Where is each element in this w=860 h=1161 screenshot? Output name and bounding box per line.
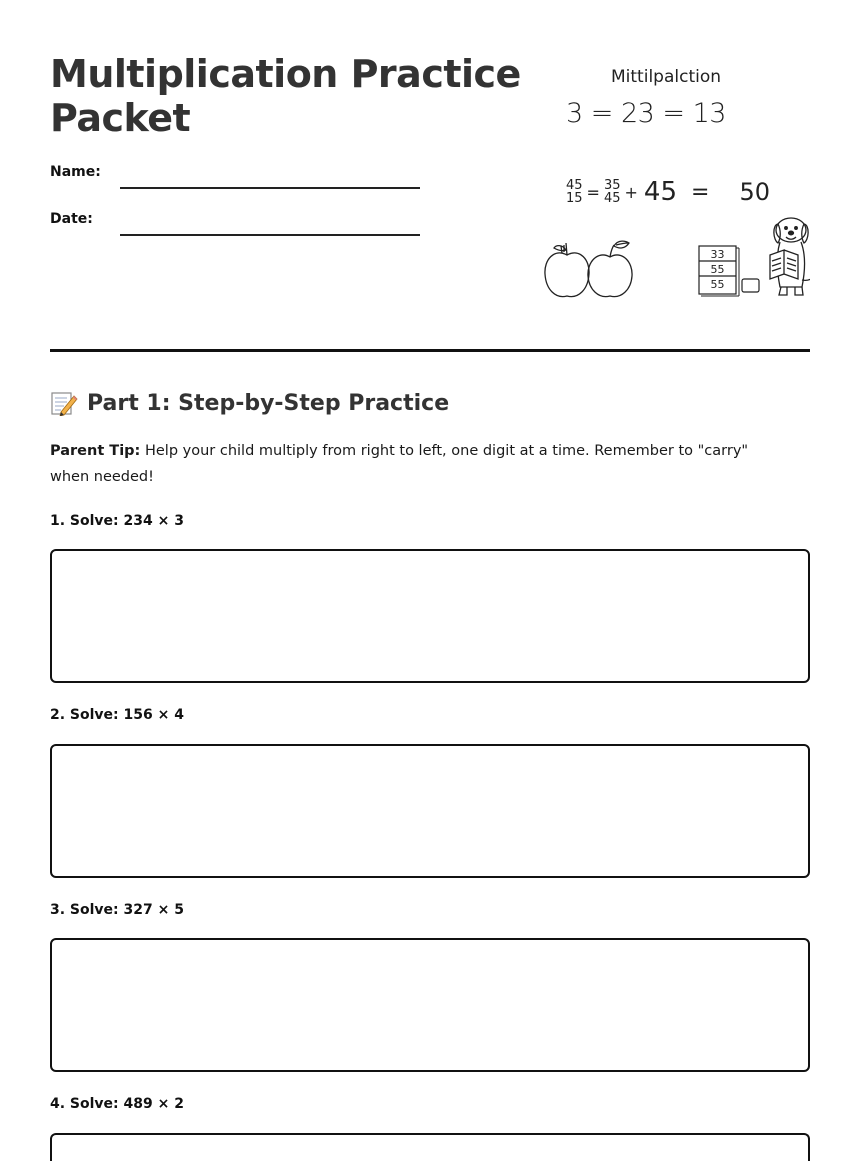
fraction-1 [566, 179, 583, 205]
problem-label: 2. Solve: 156 × 4 [50, 707, 184, 723]
page-title: Multiplication Practice Packet [50, 52, 521, 140]
equation-2-op-1: = [586, 182, 600, 202]
section-heading-text: Part 1: Step-by-Step Practice [87, 390, 450, 416]
equation-2-term: 45 [643, 177, 677, 207]
fraction-2-bottom: 45 [603, 191, 621, 206]
name-label: Name: [50, 164, 101, 180]
illustration-equation-2 [566, 174, 770, 210]
parent-tip-label: Parent Tip: [50, 443, 141, 459]
equation-2-equals: = [691, 179, 710, 205]
stack-value: 33 [710, 248, 725, 261]
memo-icon [50, 390, 78, 416]
equation-2-answer: 50 [739, 178, 770, 206]
header-divider [50, 349, 810, 352]
fraction-1-top: 45 [566, 178, 583, 193]
illustration-art [540, 210, 810, 305]
illustration-word: Mittilpalction [611, 67, 722, 87]
answer-box[interactable] [50, 549, 810, 683]
parent-tip-text: Help your child multiply from right to left, one digit at a time. Remember to "carry" when needed! [50, 443, 749, 485]
name-field [50, 164, 420, 188]
header-illustration [540, 60, 810, 310]
section-heading [50, 390, 449, 416]
date-field [50, 211, 420, 235]
answer-box[interactable] [50, 1133, 810, 1161]
name-line[interactable] [120, 187, 420, 189]
stack-value: 55 [710, 278, 725, 291]
answer-box[interactable] [50, 744, 810, 878]
apple-icon [545, 243, 589, 297]
dog-reading-icon [770, 218, 810, 295]
date-label: Date: [50, 211, 93, 227]
equation-2-op-2: + [624, 182, 638, 202]
number-stack-icon [699, 246, 759, 296]
stack-value: 55 [710, 263, 725, 276]
fraction-1-bottom: 15 [566, 191, 583, 206]
fraction-2-top: 35 [603, 178, 621, 193]
fraction-2 [604, 179, 621, 205]
apple-icon [588, 241, 632, 296]
parent-tip [50, 438, 790, 490]
illustration-equation-1: 3 = 23 = 13 [566, 98, 726, 129]
problem-label: 4. Solve: 489 × 2 [50, 1096, 184, 1112]
problem-label: 1. Solve: 234 × 3 [50, 513, 184, 529]
answer-box[interactable] [50, 938, 810, 1072]
problem-label: 3. Solve: 327 × 5 [50, 902, 184, 918]
date-line[interactable] [120, 234, 420, 236]
